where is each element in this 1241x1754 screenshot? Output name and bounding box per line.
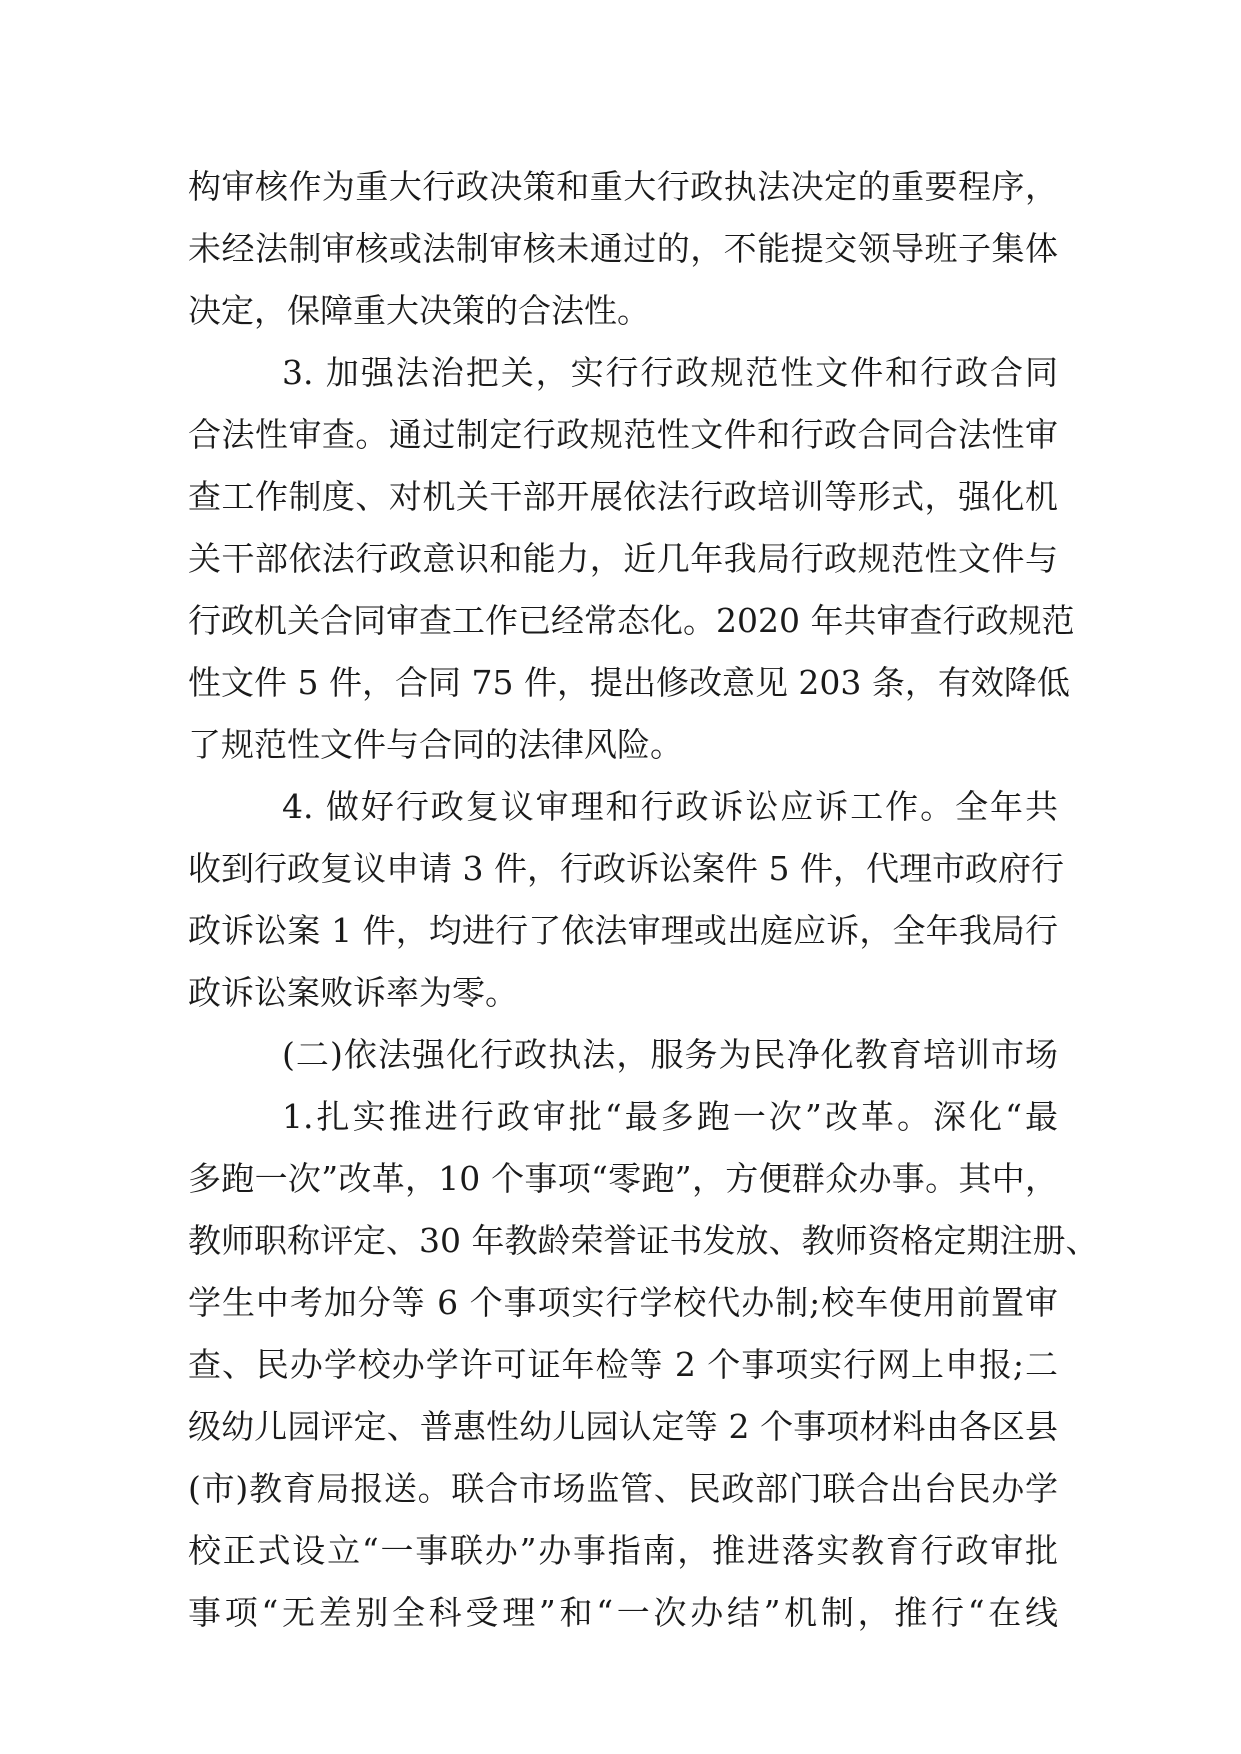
text-line: 性文件 5 件，合同 75 件，提出修改意见 203 条，有效降低: [188, 663, 1070, 702]
text-line: 1.扎实推进行政审批“最多跑一次”改革。深化“最: [282, 1097, 1058, 1136]
text-line: 了规范性文件与合同的法律风险。: [188, 725, 683, 764]
text-line: 查、民办学校办学许可证年检等 2 个事项实行网上申报;二: [188, 1345, 1058, 1384]
text-line: 事项“无差别全科受理”和“一次办结”机制，推行“在线: [188, 1593, 1058, 1632]
text-line: 学生中考加分等 6 个事项实行学校代办制;校车使用前置审: [188, 1283, 1058, 1322]
text-line: 多跑一次”改革，10 个事项“零跑”，方便群众办事。其中，: [188, 1159, 1058, 1198]
text-line: 3. 加强法治把关，实行行政规范性文件和行政合同: [282, 353, 1058, 392]
text-line: 关干部依法行政意识和能力，近几年我局行政规范性文件与: [188, 539, 1058, 578]
document-body: [188, 156, 1099, 1644]
text-line: 行政机关合同审查工作已经常态化。2020 年共审查行政规范: [188, 601, 1075, 640]
text-line: (市)教育局报送。联合市场监管、民政部门联合出台民办学: [188, 1469, 1058, 1508]
text-line: 合法性审查。通过制定行政规范性文件和行政合同合法性审: [188, 415, 1058, 454]
text-line: 政诉讼案败诉率为零。: [188, 973, 518, 1012]
text-line: 教师职称评定、30 年教龄荣誉证书发放、教师资格定期注册、: [188, 1221, 1099, 1260]
text-line: 4. 做好行政复议审理和行政诉讼应诉工作。全年共: [282, 787, 1058, 826]
text-line: 政诉讼案 1 件，均进行了依法审理或出庭应诉，全年我局行: [188, 911, 1058, 950]
text-line: 收到行政复议申请 3 件，行政诉讼案件 5 件，代理市政府行: [188, 849, 1064, 888]
text-line: 构审核作为重大行政决策和重大行政执法决定的重要程序，: [188, 167, 1058, 206]
text-line: 未经法制审核或法制审核未通过的，不能提交领导班子集体: [188, 229, 1058, 268]
text-line: 查工作制度、对机关干部开展依法行政培训等形式，强化机: [188, 477, 1058, 516]
text-line: 级幼儿园评定、普惠性幼儿园认定等 2 个事项材料由各区县: [188, 1407, 1058, 1446]
text-line: (二)依法强化行政执法，服务为民净化教育培训市场: [282, 1035, 1058, 1074]
text-line: 决定，保障重大决策的合法性。: [188, 291, 650, 330]
text-line: 校正式设立“一事联办”办事指南，推进落实教育行政审批: [188, 1531, 1058, 1570]
